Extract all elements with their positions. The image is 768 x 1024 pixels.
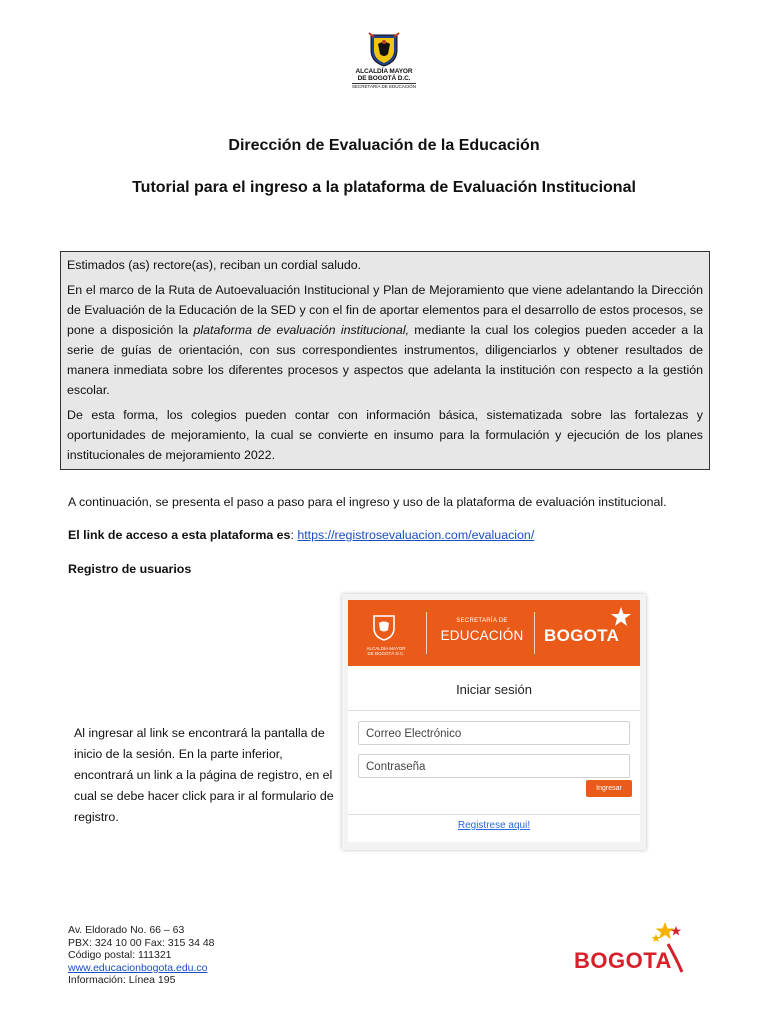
footer-website-link[interactable]: www.educacionbogota.edu.co [68, 961, 208, 974]
context-text-1: En el marco de la Ruta de Autoevaluación Institucional y Plan de Mejoramiento que viene adelantando la Dirección de Evaluación de la Educación de la SED y con el fin de aportar elementos para el desarrollo de estos procesos, se pone a disposición la [67, 283, 703, 337]
header-divider-1 [426, 612, 427, 654]
section-heading-registro: Registro de usuarios [68, 562, 192, 576]
bogota-footer-logo [572, 918, 688, 978]
page-subtitle: Tutorial para el ingreso a la plataforma de Evaluación Institucional [132, 179, 636, 196]
mini-crest-icon [370, 614, 398, 642]
mini-crest-text [356, 646, 416, 656]
mini-crest-line-1: ALCALDÍA MAYOR [366, 646, 406, 651]
page-title: Dirección de Evaluación de la Educación [228, 137, 540, 154]
context-paragraph [67, 280, 703, 400]
greeting-paragraph: Estimados (as) rectore(as), reciban un cordial saludo. [67, 258, 362, 272]
ingresar-button[interactable]: Ingresar [586, 780, 632, 797]
secretaria-label: SECRETARÍA DE [456, 618, 508, 624]
footer-phones: PBX: 324 10 00 Fax: 315 34 48 [68, 936, 215, 949]
login-screenshot-card [342, 594, 646, 850]
login-explanation-text: Al ingresar al link se encontrará la pantalla de inicio de la sesión. En la parte inferior, encontrará un link a la página de registro, en el cual se debe hacer click para ir al formulario de registro. [74, 726, 334, 824]
bogota-wordmark-footer: BOGOTA [574, 948, 672, 973]
intro-box [60, 251, 710, 470]
access-link-colon: : [290, 528, 298, 542]
benefits-paragraph: De esta forma, los colegios pueden contar con información básica, sistematizada sobre las fortalezas y oportunidades de mejoramiento, la cual se convierte en insumo para la formulación y ejecución de los planes institucionales de mejoramiento 2022. [67, 408, 703, 462]
access-link-label: El link de acceso a esta plataforma es [68, 528, 291, 542]
register-link[interactable]: Registrese aqui! [457, 820, 531, 831]
platform-name-italic: plataforma de evaluación institucional, [193, 323, 410, 337]
educacion-label: EDUCACIÓN [440, 628, 524, 643]
footer-info-line: Información: Línea 195 [68, 974, 176, 986]
login-footer-separator [348, 814, 640, 815]
header-divider-2 [534, 612, 535, 654]
login-separator [348, 710, 640, 711]
star-icon [610, 606, 632, 628]
password-field[interactable]: Contraseña [358, 754, 630, 778]
platform-url-link[interactable]: https://registrosevaluacion.com/evaluacion/ [297, 528, 535, 542]
login-card-header [348, 600, 640, 666]
login-title: Iniciar sesión [456, 682, 532, 697]
context-text-2: mediante la cual los colegios pueden acceder a la serie de guías de orientación, con sus correspondientes instrumentos, diligenciarlos y obtener resultados de manera inmediata sobre los diferentes procesos y aspectos que adelanta la institución con respecto a la gestión escolar. [67, 323, 703, 397]
coat-of-arms-icon [365, 30, 403, 68]
footer-address: Av. Eldorado No. 66 – 63 [68, 924, 185, 936]
footer-contact [68, 924, 215, 987]
crest-line-2: DE BOGOTÁ D.C. [357, 75, 411, 82]
crest-line-3: SECRETARÍA DE EDUCACIÓN [352, 84, 416, 89]
mini-crest-line-2: DE BOGOTÁ D.C. [367, 651, 405, 656]
step-intro-paragraph: A continuación, se presenta el paso a paso para el ingreso y uso de la plataforma de evaluación institucional. [68, 495, 667, 509]
bogota-wordmark-card: BOGOTA [544, 626, 620, 645]
crest-line-1: ALCALDÍA MAYOR [355, 68, 413, 75]
access-link-line [68, 526, 534, 544]
footer-postal: Código postal: 111321 [68, 949, 172, 961]
email-field[interactable]: Correo Electrónico [358, 721, 630, 745]
alcaldia-crest-logo [352, 30, 416, 90]
login-card-body [348, 666, 640, 842]
